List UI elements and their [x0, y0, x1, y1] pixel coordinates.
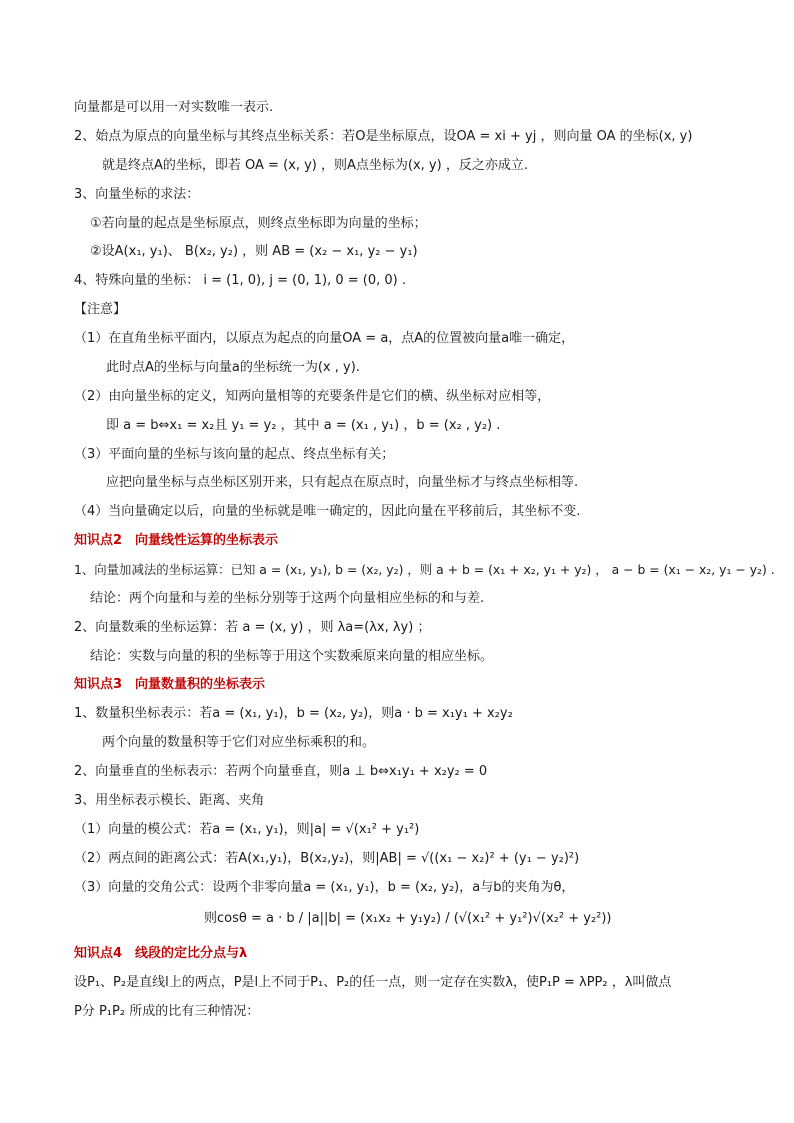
text-line: 1、数量积坐标表示：若a = (x₁, y₁)，b = (x₂, y₂)，则a · b = x₁y₁ + x₂y₂ [74, 706, 513, 721]
section-heading: 知识点4 线段的定比分点与λ [74, 946, 248, 961]
text-line: 则cosθ = a · b / |a||b| = (x₁x₂ + y₁y₂) / (√(x₁² + y₁²)√(x₂² + y₂²)) [204, 911, 612, 926]
text-line: （1）在直角坐标平面内，以原点为起点的向量OA = a，点A的位置被向量a唯一确定， [74, 331, 575, 346]
text-line: 两个向量的数量积等于它们对应坐标乘积的和。 [102, 735, 376, 750]
section-heading: 知识点2 向量线性运算的坐标表示 [74, 533, 279, 548]
text-line: 3、向量坐标的求法： [74, 187, 200, 202]
text-line: （3）向量的交角公式：设两个非零向量a = (x₁, y₁)，b = (x₂, y₂)，a与b的夹角为θ， [74, 880, 575, 895]
text-line: 结论：两个向量和与差的坐标分别等于这两个向量相应坐标的和与差. [90, 591, 485, 606]
text-line: 向量都是可以用一对实数唯一表示. [74, 100, 274, 115]
text-line: （2）两点间的距离公式：若A(x₁,y₁)，B(x₂,y₂)，则|AB| = √((x₁ − x₂)² + (y₁ − y₂)²) [74, 851, 580, 866]
text-line: 2、向量数乘的坐标运算：若 a = (x, y) ，则 λa=(λx, λy) ； [74, 620, 431, 635]
section-heading: 知识点3 向量数量积的坐标表示 [74, 677, 266, 692]
text-line: （1）向量的模公式：若a = (x₁, y₁)，则|a| = √(x₁² + y₁²) [74, 822, 420, 837]
text-line: （3）平面向量的坐标与该向量的起点、终点坐标有关； [74, 447, 395, 462]
text-line: （2）由向量坐标的定义，知两向量相等的充要条件是它们的横、纵坐标对应相等， [74, 389, 551, 404]
text-line: 1、向量加减法的坐标运算：已知 a = (x₁, y₁), b = (x₂, y₂) ，则 a + b = (x₁ + x₂, y₁ + y₂) ， a − b = (x₁ − x₂, y₁ − y₂) . [74, 562, 775, 577]
text-line: 2、始点为原点的向量坐标与其终点坐标关系：若O是坐标原点，设OA = xi + yj ，则向量 OA 的坐标(x, y) [74, 129, 693, 144]
text-line: 就是终点A的坐标，即若 OA = (x, y) ，则A点坐标为(x, y) ，反之亦成立. [102, 158, 528, 173]
text-line: 3、用坐标表示模长、距离、夹角 [74, 793, 265, 808]
text-line: 此时点A的坐标与向量a的坐标统一为(x , y). [106, 360, 360, 375]
text-line: P分 P₁P₂ 所成的比有三种情况： [74, 1004, 260, 1019]
text-line: 设P₁、P₂是直线l上的两点，P是l上不同于P₁、P₂的任一点，则一定存在实数λ，使P₁P = λPP₂ ，λ叫做点 [74, 975, 672, 990]
text-line: ②设A(x₁, y₁)、 B(x₂, y₂) ，则 AB = (x₂ − x₁, y₂ − y₁) [90, 244, 418, 259]
text-line: 应把向量坐标与点坐标区别开来，只有起点在原点时，向量坐标才与终点坐标相等. [106, 475, 579, 490]
text-line: ①若向量的起点是坐标原点，则终点坐标即为向量的坐标； [90, 216, 427, 231]
text-line: 【注意】 [74, 302, 127, 317]
text-line: （4）当向量确定以后，向量的坐标就是唯一确定的，因此向量在平移前后，其坐标不变. [74, 504, 581, 519]
text-line: 结论：实数与向量的积的坐标等于用这个实数乘原来向量的相应坐标。 [90, 649, 494, 664]
text-line: 2、向量垂直的坐标表示：若两个向量垂直，则a ⊥ b⇔x₁y₁ + x₂y₂ = 0 [74, 764, 488, 779]
text-line: 即 a = b⇔x₁ = x₂且 y₁ = y₂ ，其中 a = (x₁ , y₁) ，b = (x₂ , y₂) . [106, 418, 501, 433]
text-line: 4、特殊向量的坐标： i = (1, 0), j = (0, 1), 0 = (0, 0) . [74, 273, 407, 288]
